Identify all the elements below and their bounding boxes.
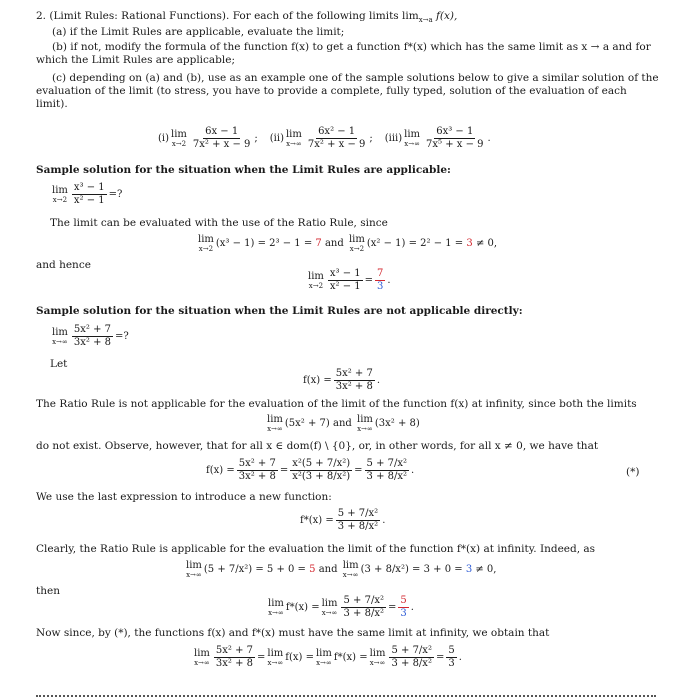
limit-i-sep: ; xyxy=(254,133,258,144)
sample2-question: lim x→∞ $\frac{\text{5x² + 7}}{\text{3x² + 8}}$ =? xyxy=(52,324,129,348)
limits-row xyxy=(158,126,491,151)
sample2-limits: lim x→∞ (5x² + 7) and lim x→∞ (3x² + 8) xyxy=(267,414,420,433)
problem-header-text: 2. (Limit Rules: Rational Functions). For each of the following limits lim xyxy=(36,10,419,22)
sample2-text4: Clearly, the Ratio Rule is applicable for the evaluation the limit of the function f*(x) at infinity. Indeed, as xyxy=(36,543,596,555)
limit-iii-sep: . xyxy=(487,133,491,144)
sample1-text2: and hence xyxy=(36,259,91,271)
problem-header-sub: x→a xyxy=(418,16,433,25)
part-b: (b) if not, modify the formula of the function f(x) to get a function f*(x) which has the same limit as x → a and for which the Limit Rules are applicable; xyxy=(36,41,651,66)
limit-ii-label: (ii) xyxy=(269,133,284,144)
sample2-text3: We use the last expression to introduce a new function: xyxy=(36,491,332,503)
sample1-result-fraction: $\frac{7}{3}$ xyxy=(377,268,384,292)
sample2-let: Let xyxy=(50,358,68,370)
limit-i-label: (i) xyxy=(158,133,170,144)
sample2-val-5: 5 xyxy=(309,564,316,575)
sample2-fdef: f(x) = $\frac{\text{5x² + 7}}{\text{3x² + 8}}$ . xyxy=(303,368,380,392)
problem-header xyxy=(36,10,457,27)
limit-ii-frac: $\frac{\text{6x² − 1}}{\text{7x² + x − 9}}$ xyxy=(307,126,366,150)
dotted-divider xyxy=(36,695,656,697)
limit-iii-lim: lim x→∞ xyxy=(404,129,421,148)
sample1-val-7: 7 xyxy=(315,238,322,249)
limit-ii-sep: ; xyxy=(369,133,373,144)
sample1-heading: Sample solution for the situation when the Limit Rules are applicable: xyxy=(36,164,451,176)
sample2-heading: Sample solution for the situation when the Limit Rules are not applicable directly: xyxy=(36,305,523,317)
limit-i-lim: lim x→2 xyxy=(171,129,187,148)
limit-iii-frac: $\frac{\text{6x³ − 1}}{\text{7x⁵ + x − 9}}$ xyxy=(426,126,484,150)
sample2-text5: Now since, by (*), the functions f(x) and f*(x) must have the same limit at infinity, we obtain that xyxy=(36,627,550,639)
sample2-then: then xyxy=(36,585,60,597)
sample2-identity: f(x) = $\frac{\text{5x² + 7}}{\text{3x² + 8}}$ = $\frac{\text{x²(5 + 7/x²)}}{\text{x²(3 + 8/x²)}}$ = $\frac{\text{5 + 7/x²}}{\text{3 + 8/x²}}$ . xyxy=(206,458,415,482)
sample2-final: lim x→∞ $\frac{\text{5x² + 7}}{\text{3x² + 8}}$ = lim x→∞ f(x) = lim x→∞ f*(x) = lim x→∞ $\frac{\text{5 + 7/x²}}{\text{3 + 8/x²}}$ = $\frac{5}{3}$ . xyxy=(194,645,462,669)
sample1-val-3: 3 xyxy=(466,238,473,249)
limit-ii-lim: lim x→∞ xyxy=(285,129,302,148)
part-a: (a) if the Limit Rules are applicable, evaluate the limit; xyxy=(52,26,345,38)
sample2-text2: do not exist. Observe, however, that for all x ∈ dom(f) \ {0}, or, in other words, for all x ≠ 0, we have that xyxy=(36,440,599,452)
sample1-text1: The limit can be evaluated with the use of the Ratio Rule, since xyxy=(50,217,388,229)
sample1-result: lim x→2 $\frac{\text{x³ − 1}}{\text{x² − 1}}$ = $\frac{7}{3}$ . xyxy=(308,268,391,292)
star-label: (*) xyxy=(626,466,640,478)
sample2-text1: The Ratio Rule is not applicable for the evaluation of the limit of the function f(x) at infinity, since both the limits xyxy=(36,398,637,410)
sample1-question: lim x→2 $\frac{\text{x³ − 1}}{\text{x² − 1}}$ =? xyxy=(52,182,123,206)
part-c: (c) depending on (a) and (b), use as an example one of the sample solutions below to give a similar solution of the evaluation of the limit (to stress, you have to provide a complete, fully typed, solution of the evaluation of each limit). xyxy=(36,72,659,110)
limit-i-frac: $\frac{6x - 1}{\text{7x² + x − 9}}$ xyxy=(192,126,251,150)
sample2-val-3: 3 xyxy=(465,564,473,575)
sample2-fstar: f*(x) = $\frac{\text{5 + 7/x²}}{\text{3 + 8/x²}}$ . xyxy=(300,508,386,532)
problem-header-end: f(x), xyxy=(436,10,458,22)
sample1-eq1: lim x→2 (x³ − 1) = 2³ − 1 = 7 and lim x→2 (x² − 1) = 2² − 1 = 3 ≠ 0, xyxy=(198,234,498,253)
limit-iii-label: (iii) xyxy=(384,133,403,144)
sample2-lims2: lim x→∞ (5 + 7/x²) = 5 + 0 = 5 and lim x→∞ (3 + 8/x²) = 3 + 0 = 3 ≠ 0, xyxy=(186,560,497,579)
sample2-fstar-result: lim x→∞ f*(x) = lim x→∞ $\frac{\text{5 + 7/x²}}{\text{3 + 8/x²}}$ = $\frac{5}{3}$ . xyxy=(268,595,414,619)
